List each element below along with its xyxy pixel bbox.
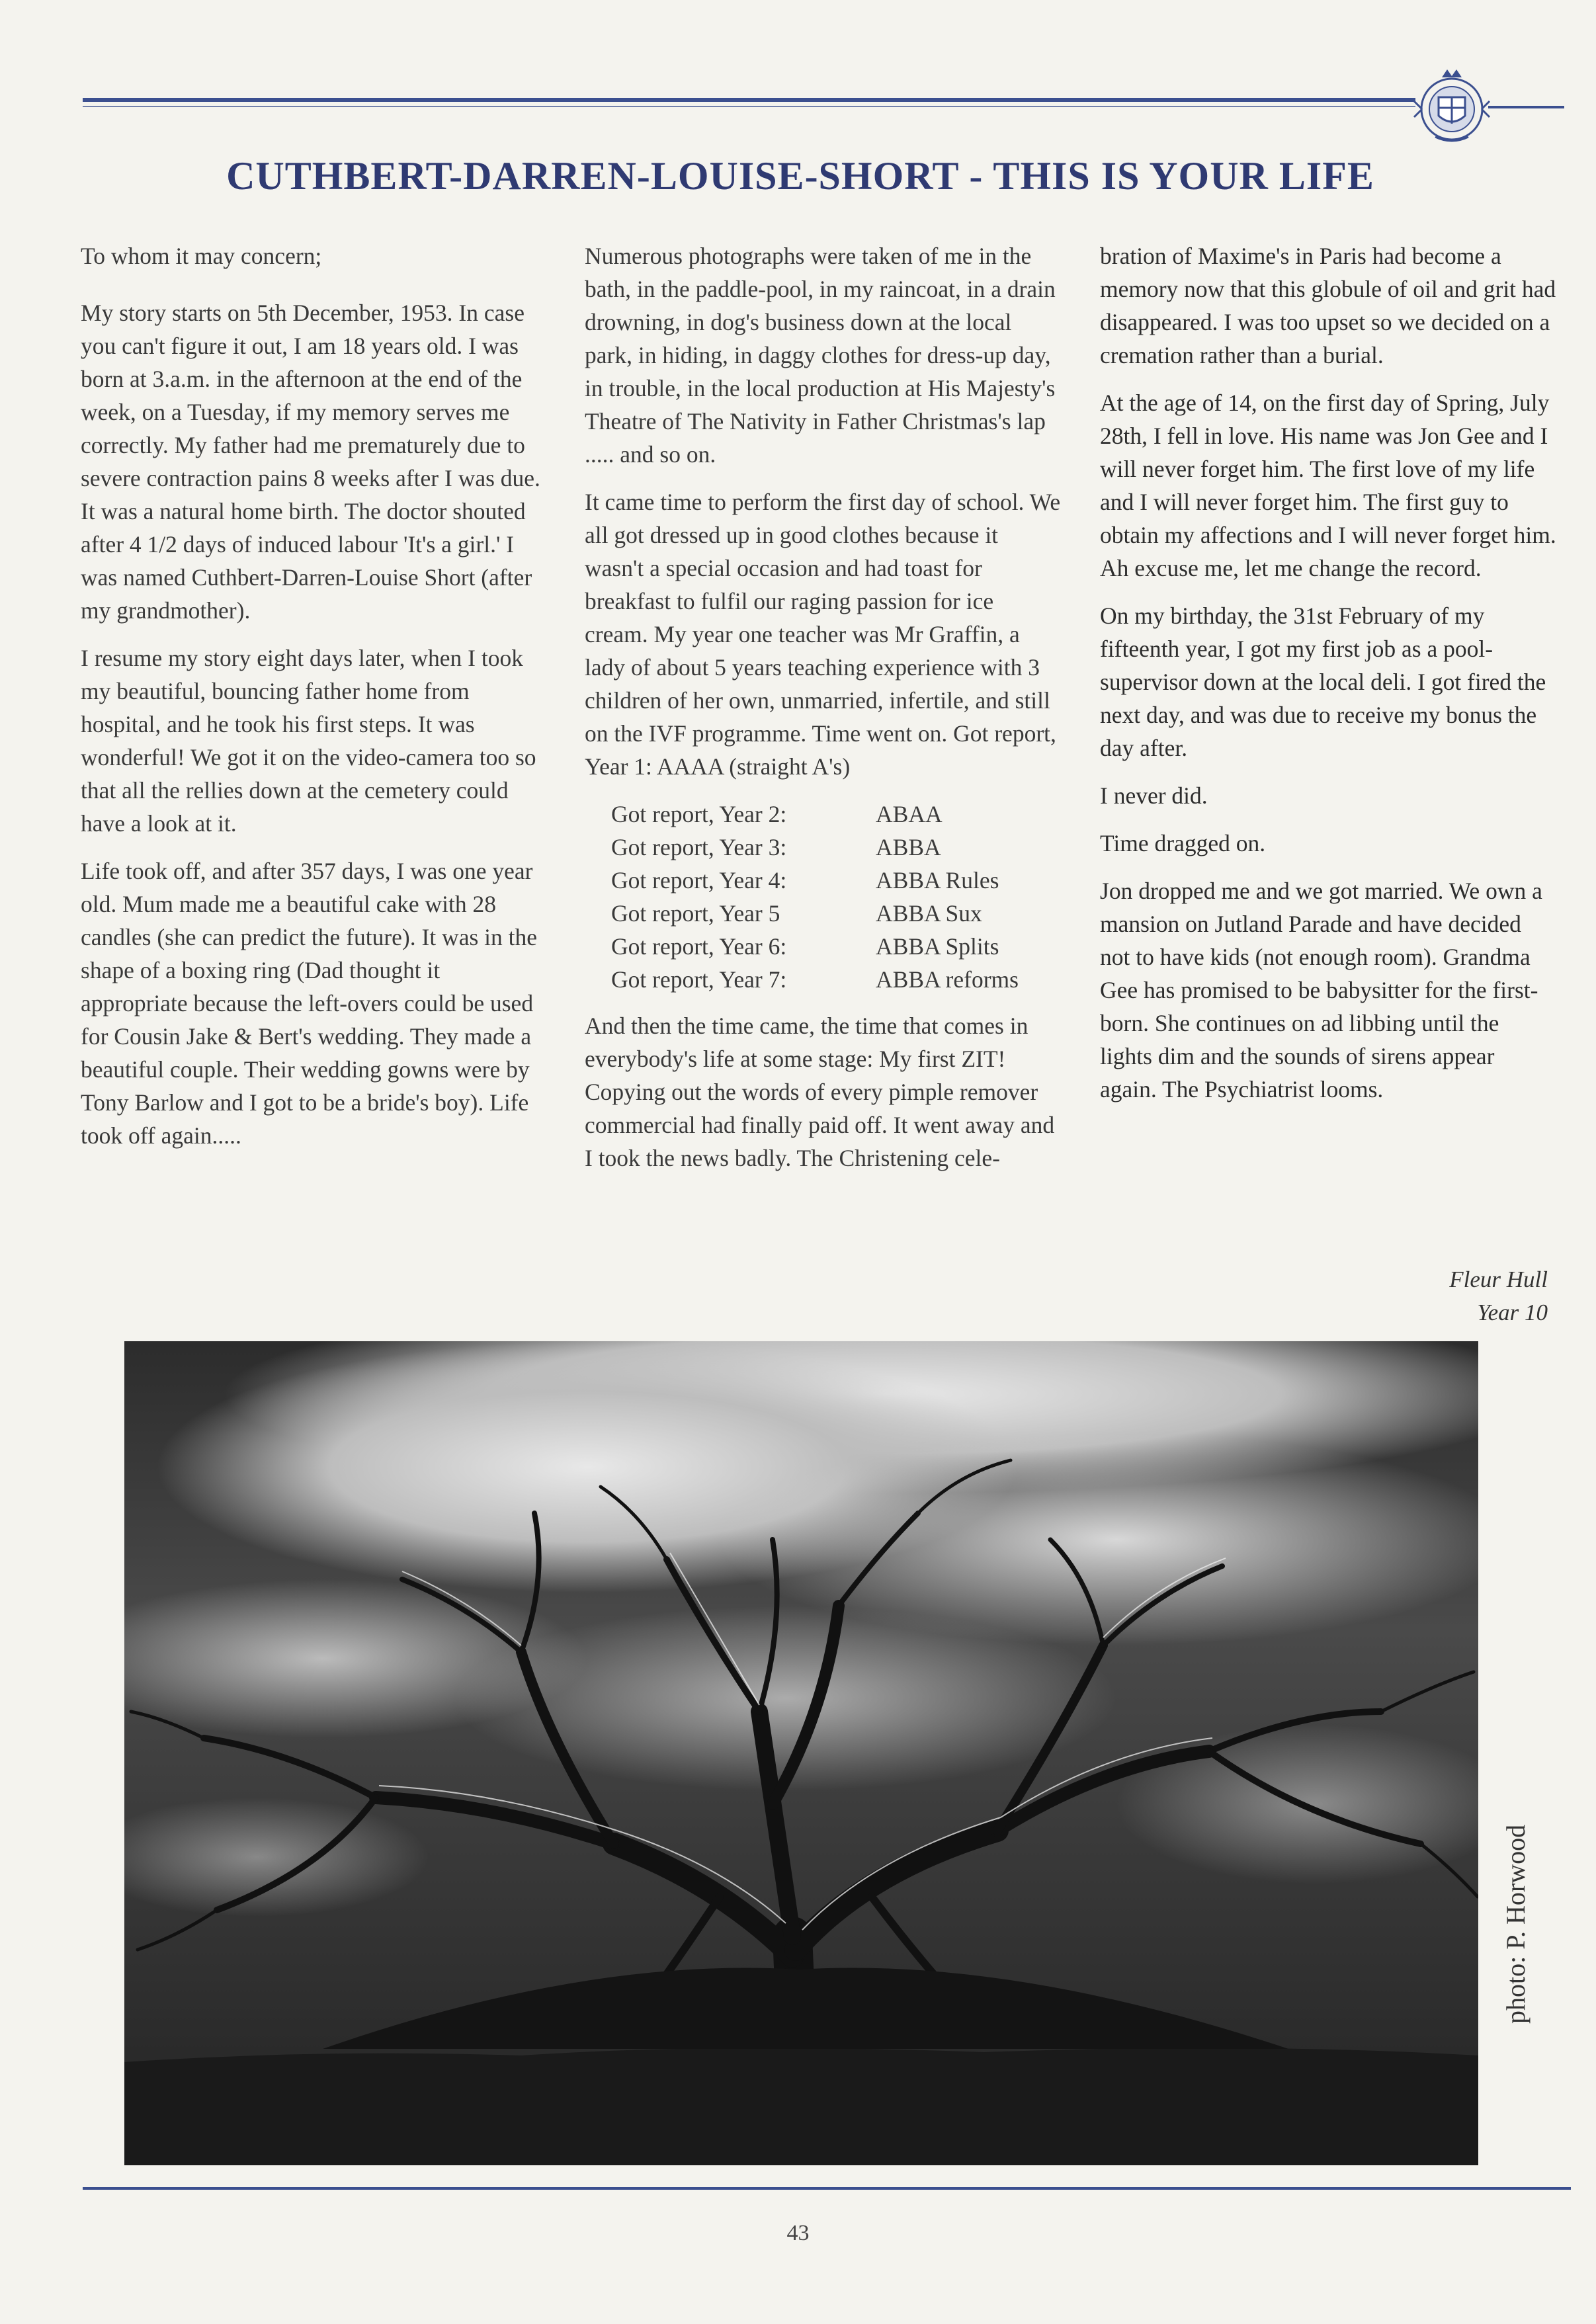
paragraph: To whom it may concern;: [81, 243, 322, 269]
paragraph: On my birthday, the 31st February of my fifteenth year, I got my first job as a pool-supervisor down at the local deli. I got fired the next day, and was due to receive my bonus the day after.: [1100, 602, 1546, 761]
report-grade: ABBA reforms: [876, 966, 1019, 993]
table-row: [611, 963, 1019, 996]
column-3: [1100, 239, 1556, 1120]
table-row: [611, 798, 1019, 831]
paragraph: bration of Maxime's in Paris had become a memory now that this globule of oil and grit had disappeared. I was too upset so we decided on a cremation rather than a burial.: [1100, 243, 1556, 368]
author-year: Year 10: [1477, 1300, 1548, 1325]
page-number: 43: [786, 2221, 810, 2245]
paragraph: Numerous photographs were taken of me in the bath, in the paddle-pool, in my raincoat, in a drain drowning, in dog's business down at the local park, in hiding, in daggy clothes for dress-up day, in trouble, in the local production at His Majesty's Theatre of The Nativity in Father Christmas's lap ..... and so on.: [585, 243, 1056, 468]
table-row: [611, 864, 1019, 897]
report-grade: ABBA: [876, 834, 941, 860]
paragraph: I resume my story eight days later, when I took my beautiful, bouncing father home from hospital, and he took his first steps. It was wonderful! We got it on the video-camera too so that all the rellies down at the cemetery could have a look at it.: [81, 645, 536, 837]
report-label: Got report, Year 4:: [611, 867, 787, 893]
table-row: [611, 930, 1019, 963]
tree-photo: [124, 1341, 1478, 2165]
paragraph: Life took off, and after 357 days, I was one year old. Mum made me a beautiful cake with 28 candles (she can predict the future). It was in the shape of a boxing ring (Dad thought it appropriate because the left-overs could be used for Cousin Jake & Bert's wedding. They made a beautiful couple. Their wedding gowns were by Tony Barlow and I got to be a bride's boy). Life took off again.....: [81, 858, 537, 1149]
school-crest-icon: [1409, 63, 1495, 149]
report-table: [611, 798, 1019, 996]
paragraph: Time dragged on.: [1100, 830, 1266, 856]
author-signature: [1257, 1263, 1548, 1329]
table-row: [611, 897, 1019, 930]
report-grade: ABBA Splits: [876, 933, 999, 960]
report-grade: ABAA: [876, 801, 943, 827]
paragraph: I never did.: [1100, 782, 1208, 809]
top-rule: [83, 98, 1415, 107]
article-title: CUTHBERT-DARREN-LOUISE-SHORT - THIS IS YOUR LIFE: [226, 154, 1374, 198]
tree-silhouette-image: [124, 1341, 1478, 2165]
bottom-rule: [83, 2187, 1571, 2190]
paragraph: It came time to perform the first day of school. We all got dressed up in good clothes because it wasn't a special occasion and had toast for breakfast to fulfil our raging passion for ice cream. My year one teacher was Mr Graffin, a lady of about 5 years teaching experience with 3 children of her own, unmarried, infertile, and still on the IVF programme. Time went on. Got report, Year 1: AAAA (straight A's): [585, 489, 1061, 780]
column-2: [585, 239, 1061, 1189]
author-name: Fleur Hull: [1449, 1266, 1548, 1292]
report-grade: ABBA Rules: [876, 867, 999, 893]
paragraph: My story starts on 5th December, 1953. In case you can't figure it out, I am 18 years old. I was born at 3.a.m. in the afternoon at the end of the week, on a Tuesday, if my memory serves me correctly. My father had me prematurely due to severe contraction pains 8 weeks after I was due. It was a natural home birth. The doctor shouted after 4 1/2 days of induced labour 'It's a girl.' I was named Cuthbert-Darren-Louise Short (after my grandmother).: [81, 300, 540, 624]
paragraph: And then the time came, the time that comes in everybody's life at some stage: My first ZIT! Copying out the words of every pimple remover commercial had finally paid off. It went away and I took the news badly. The Christening cele-: [585, 1013, 1055, 1171]
report-label: Got report, Year 5: [611, 900, 780, 927]
report-label: Got report, Year 2:: [611, 801, 787, 827]
paragraph: Jon dropped me and we got married. We own a mansion on Jutland Parade and have decided not to have kids (not enough room). Grandma Gee has promised to be babysitter for the first-born. She continues on ad libbing until the lights dim and the sounds of sirens appear again. The Psychiatrist looms.: [1100, 878, 1542, 1102]
paragraph: At the age of 14, on the first day of Spring, July 28th, I fell in love. His name was Jon Gee and I will never forget him. The first love of my life and I will never forget him. The first guy to obtain my affections and I will never forget him. Ah excuse me, let me change the record.: [1100, 390, 1556, 581]
top-rule-tail: [1488, 106, 1564, 108]
column-1: [81, 239, 544, 1167]
photo-credit: photo: P. Horwood: [1501, 1824, 1531, 2024]
table-row: [611, 831, 1019, 864]
report-label: Got report, Year 7:: [611, 966, 787, 993]
report-label: Got report, Year 6:: [611, 933, 787, 960]
report-label: Got report, Year 3:: [611, 834, 787, 860]
report-grade: ABBA Sux: [876, 900, 982, 927]
